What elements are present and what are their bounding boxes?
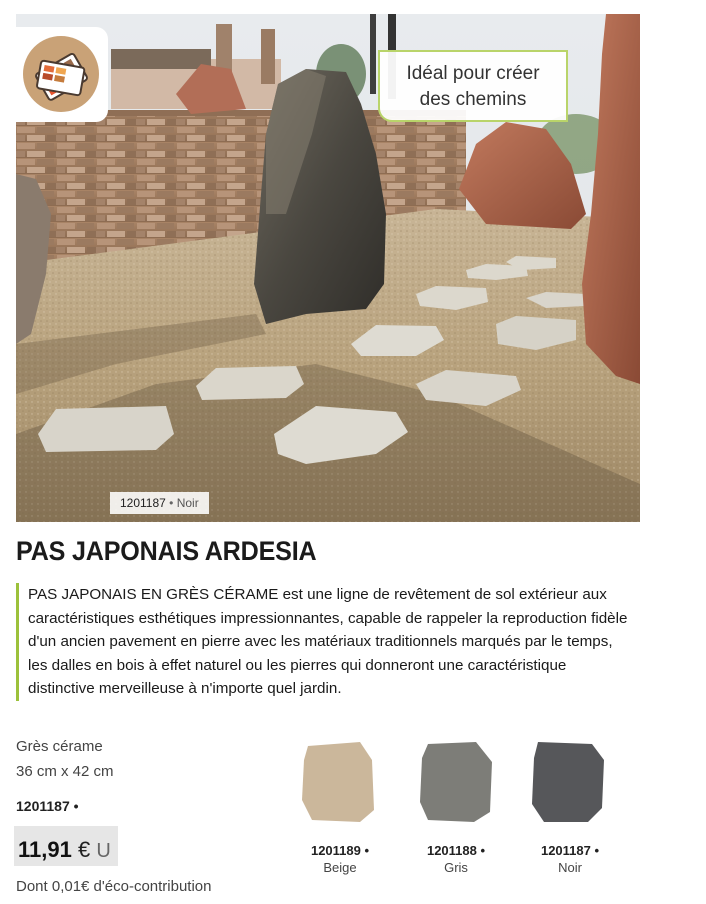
callout-line-1: Idéal pour créer xyxy=(406,63,540,84)
price-unit: U xyxy=(96,840,111,862)
price-currency: € xyxy=(77,837,91,862)
palette-badge xyxy=(16,27,108,122)
material-spec: Grès cérame xyxy=(16,738,103,755)
variant-label-beige xyxy=(290,842,390,876)
product-description xyxy=(16,583,636,701)
swatch-gris xyxy=(418,740,494,824)
dimensions-spec: 36 cm x 42 cm xyxy=(16,763,114,780)
callout-box xyxy=(378,50,568,122)
variant-code: 1201189 • xyxy=(310,843,370,858)
caption-code: 1201187 xyxy=(120,496,166,510)
variant-color: Gris xyxy=(444,860,468,875)
caption-separator: • xyxy=(169,496,174,510)
eco-contribution: Dont 0,01€ d'éco-contribution xyxy=(16,878,212,895)
variant-code: 1201187 • xyxy=(540,843,600,858)
caption-color: Noir xyxy=(176,496,199,510)
variant-color: Noir xyxy=(558,860,582,875)
description-body: est une ligne de revêtement de sol extérieur aux caractéristiques esthétiques impressionnantes, capable de rappeler la reproduction fidèle d'un ancien pavement en pierre avec les matériaux traditionnels marqués par le temps, les dalles en bois à effet naturel ou les pierres qui donneront une caractéristique distinctive merveilleuse à n'importe quel jardin. xyxy=(28,586,628,697)
variant-label-noir xyxy=(520,842,620,876)
color-palette-icon xyxy=(23,36,99,112)
product-reference: 1201187 • xyxy=(16,798,79,814)
variant-label-gris xyxy=(406,842,506,876)
description-lead: PAS JAPONAIS EN GRÈS CÉRAME xyxy=(28,586,279,603)
price xyxy=(18,837,111,863)
callout-line-2: des chemins xyxy=(419,89,527,110)
variant-code: 1201188 • xyxy=(426,843,486,858)
variant-color: Beige xyxy=(323,860,357,875)
price-value: 11,91 xyxy=(18,837,72,862)
swatch-noir xyxy=(530,740,606,824)
product-title: PAS JAPONAIS ARDESIA xyxy=(16,536,317,566)
swatch-beige xyxy=(300,740,376,824)
photo-caption xyxy=(110,492,209,514)
